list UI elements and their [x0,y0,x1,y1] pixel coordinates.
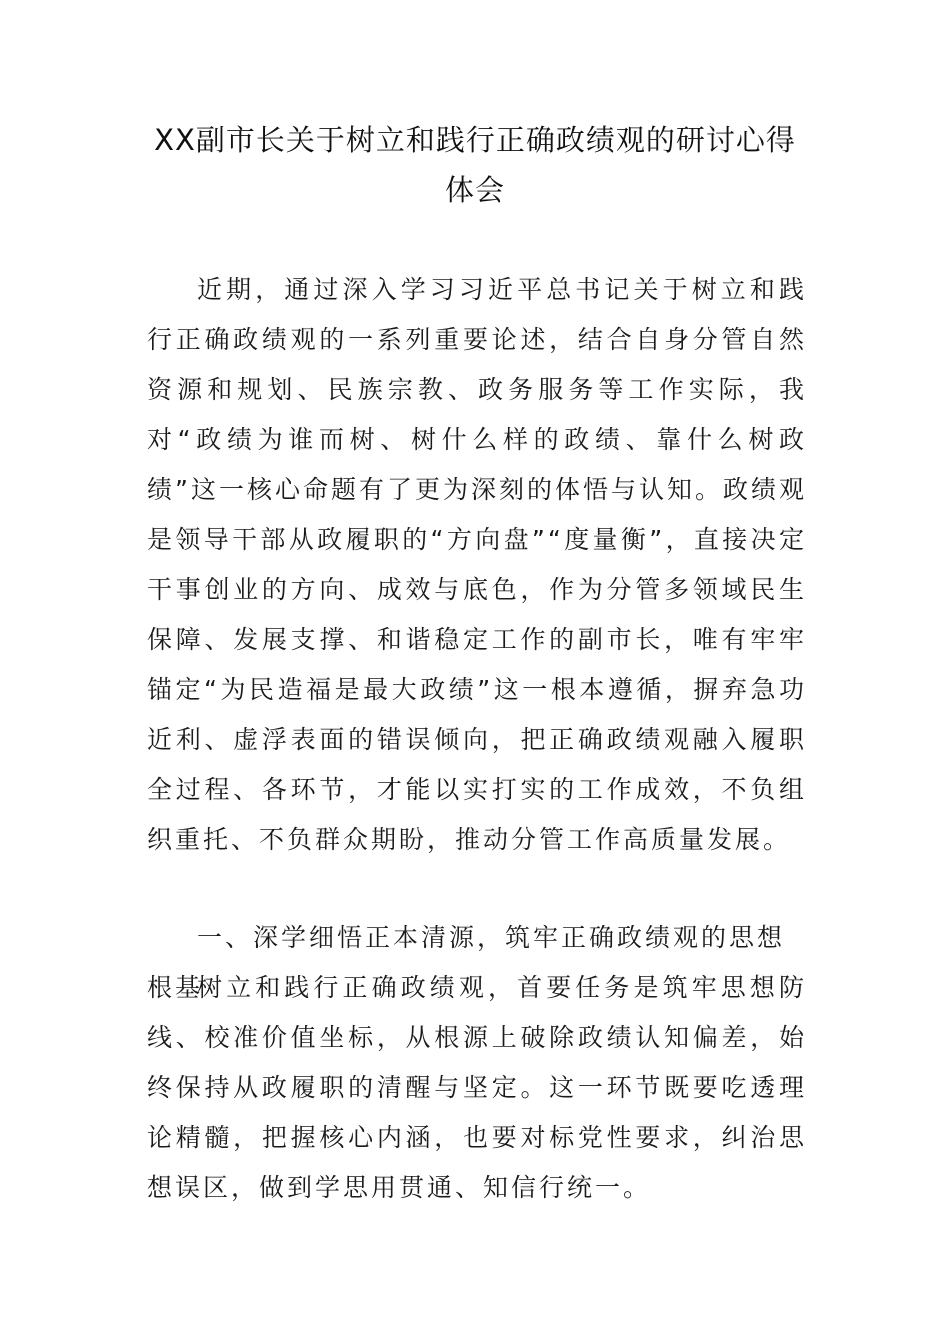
section-1-paragraph: 树立和践行正确政绩观，首要任务是筑牢思想防线、校准价值坐标，从根源上破除政绩认知偏差，始终保持从政履职的清醒与坚定。这一环节既要吃透理论精髓，把握核心内涵，也要对标党性要求，纠治思想误区，做到学思用贯通、知信行统一。 [147,973,807,1202]
intro-paragraph: 近期，通过深入学习习近平总书记关于树立和践行正确政绩观的一系列重要论述，结合自身分管自然资源和规划、民族宗教、政务服务等工作实际，我对“政绩为谁而树、树什么样的政绩、靠什么树政绩”这一核心命题有了更为深刻的体悟与认知。政绩观是领导干部从政履职的“方向盘”“度量衡”，直接决定干事创业的方向、成效与底色，作为分管多领域民生保障、发展支撑、和谐稳定工作的副市长，唯有牢牢锚定“为民造福是最大政绩”这一根本遵循，摒弃急功近利、虚浮表面的错误倾向，把正确政绩观融入履职全过程、各环节，才能以实打实的工作成效，不负组织重托、不负群众期盼，推动分管工作高质量发展。 [147,275,807,854]
section-1-heading: 一、深学细悟正本清源，筑牢正确政绩观的思想根基 [147,923,786,1002]
document-title: XX副市长关于树立和践行正确政绩观的研讨心得体会 [154,123,796,207]
